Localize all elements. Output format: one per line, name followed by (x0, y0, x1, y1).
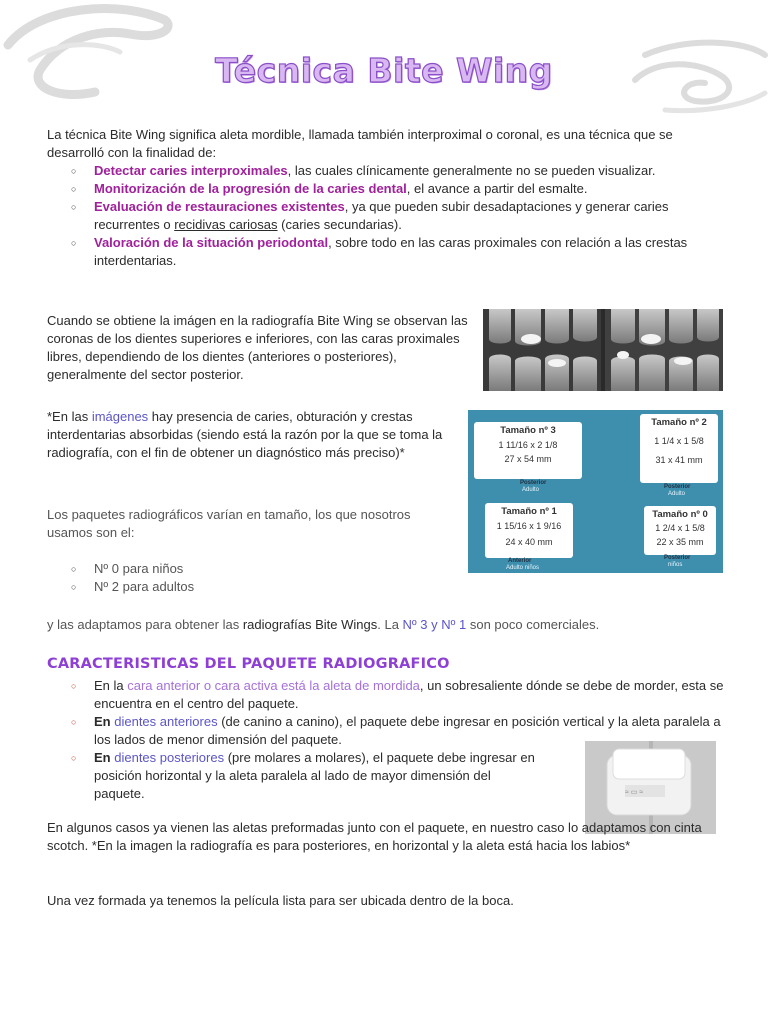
packages-block (47, 506, 447, 596)
list-item: ○ En dientes posteriores (pre molares a molares), el paquete debe ingresar en posición horizontal y la aleta paralela al lado de mayor dimensión del paquete. (71, 750, 535, 801)
page-title: Técnica Bite Wing (215, 51, 553, 90)
size-card-0: Tamaño nº 0 1 2/4 x 1 5/8 22 x 35 mm (644, 506, 716, 555)
size-card-2: Tamaño nº 2 1 1/4 x 1 5/8 31 x 41 mm (640, 414, 718, 483)
note-paragraph: *En las imágenes hay presencia de caries, obturación y crestas interdentarias absorbidas (siendo está la razón por la que se toma la radiografía, con el fin de obtener un diagnóstico más preciso)* (47, 409, 443, 460)
circle-bullet-icon: ○ (71, 238, 77, 248)
image-paragraph: Cuando se obtiene la imágen en la radiografía Bite Wing se observan las coronas de los dientes superiores e inferiores, con las caras proximales libres, dependiendo de los dientes (anteriores o posteriores), generalmente del sector posterior. (47, 313, 468, 382)
swirl-decoration-left (0, 0, 180, 110)
list-item: ○ Evaluación de restauraciones existentes, ya que pueden subir desadaptaciones y generar caries recurrentes o recidivas cariosas (caries secundarias). (71, 199, 669, 232)
closing-paragraph: Una vez formada ya tenemos la película lista para ser ubicada dentro de la boca. (47, 893, 514, 908)
packages-intro: Los paquetes radiográficos varían en tamaño, los que nosotros usamos son el: (47, 507, 411, 540)
xray-illustration (483, 309, 723, 391)
circle-bullet-icon: ○ (71, 717, 77, 727)
adapt-paragraph: y las adaptamos para obtener las radiografías Bite Wings. La Nº 3 y Nº 1 son poco comerciales. (47, 617, 600, 632)
section-heading: CARACTERISTICAS DEL PAQUETE RADIOGRAFICO (47, 656, 450, 672)
intro-block (47, 126, 727, 270)
circle-bullet-icon: ○ (71, 582, 77, 592)
intro-paragraph: La técnica Bite Wing significa aleta mordible, llamada también interproximal o coronal, es una técnica que se desarrolló con la finalidad de: (47, 127, 673, 160)
circle-bullet-icon: ○ (71, 202, 77, 212)
list-item: ○ Nº 2 para adultos (71, 579, 195, 594)
list-item: ○ Nº 0 para niños (71, 561, 184, 576)
size-card-1: Tamaño nº 1 1 15/16 x 1 9/16 24 x 40 mm (485, 503, 573, 558)
purposes-list (47, 162, 727, 270)
images-link[interactable]: imágenes (91, 409, 149, 424)
size-card-3: Tamaño nº 3 1 11/16 x 2 1/8 27 x 54 mm (474, 422, 582, 479)
circle-bullet-icon: ○ (71, 753, 77, 763)
circle-bullet-icon: ○ (71, 681, 77, 691)
list-item: ○ En dientes anteriores (de canino a canino), el paquete debe ingresar en posición vertical y la aleta paralela a los lados de menor dimensión del paquete. (71, 714, 721, 747)
list-item: ○ Detectar caries interproximales, las cuales clínicamente generalmente no se pueden visualizar. (71, 163, 656, 178)
circle-bullet-icon: ○ (71, 564, 77, 574)
film-sizes-image: Tamaño nº 3 1 11/16 x 2 1/8 27 x 54 mm Posterior Adulto Tamaño nº 2 1 1/4 x 1 5/8 31 x 41 mm Posterior Adulto Tamaño nº 1 1 15/16 x 1 9/16 24 x 40 mm Anterior Adulto niños Tamaño nº 0 1 2/4 x 1 5/8 22 x 35 mm Posterior niños (468, 410, 723, 573)
preformed-paragraph: En algunos casos ya vienen las aletas preformadas junto con el paquete, en nuestro caso lo adaptamos con cinta scotch. *En la imagen la radiografía es para posteriores, en horizontal y la aleta está hacia los labios* (47, 820, 702, 853)
packages-list (47, 560, 447, 596)
list-item: ○ En la cara anterior o cara activa está la aleta de mordida, un sobresaliente dónde se debe de morder, esta se encuentra en el centro del paquete. (71, 678, 724, 711)
list-item: ○ Monitorización de la progresión de la caries dental, el avance a partir del esmalte. (71, 181, 588, 196)
bitewing-xray-image (483, 309, 723, 391)
list-item: ○ Valoración de la situación periodontal, sobre todo en las caras proximales con relación a las crestas interdentarias. (71, 235, 688, 268)
circle-bullet-icon: ○ (71, 166, 77, 176)
svg-text:≈ ▭ ≈: ≈ ▭ ≈ (625, 789, 644, 796)
circle-bullet-icon: ○ (71, 184, 77, 194)
